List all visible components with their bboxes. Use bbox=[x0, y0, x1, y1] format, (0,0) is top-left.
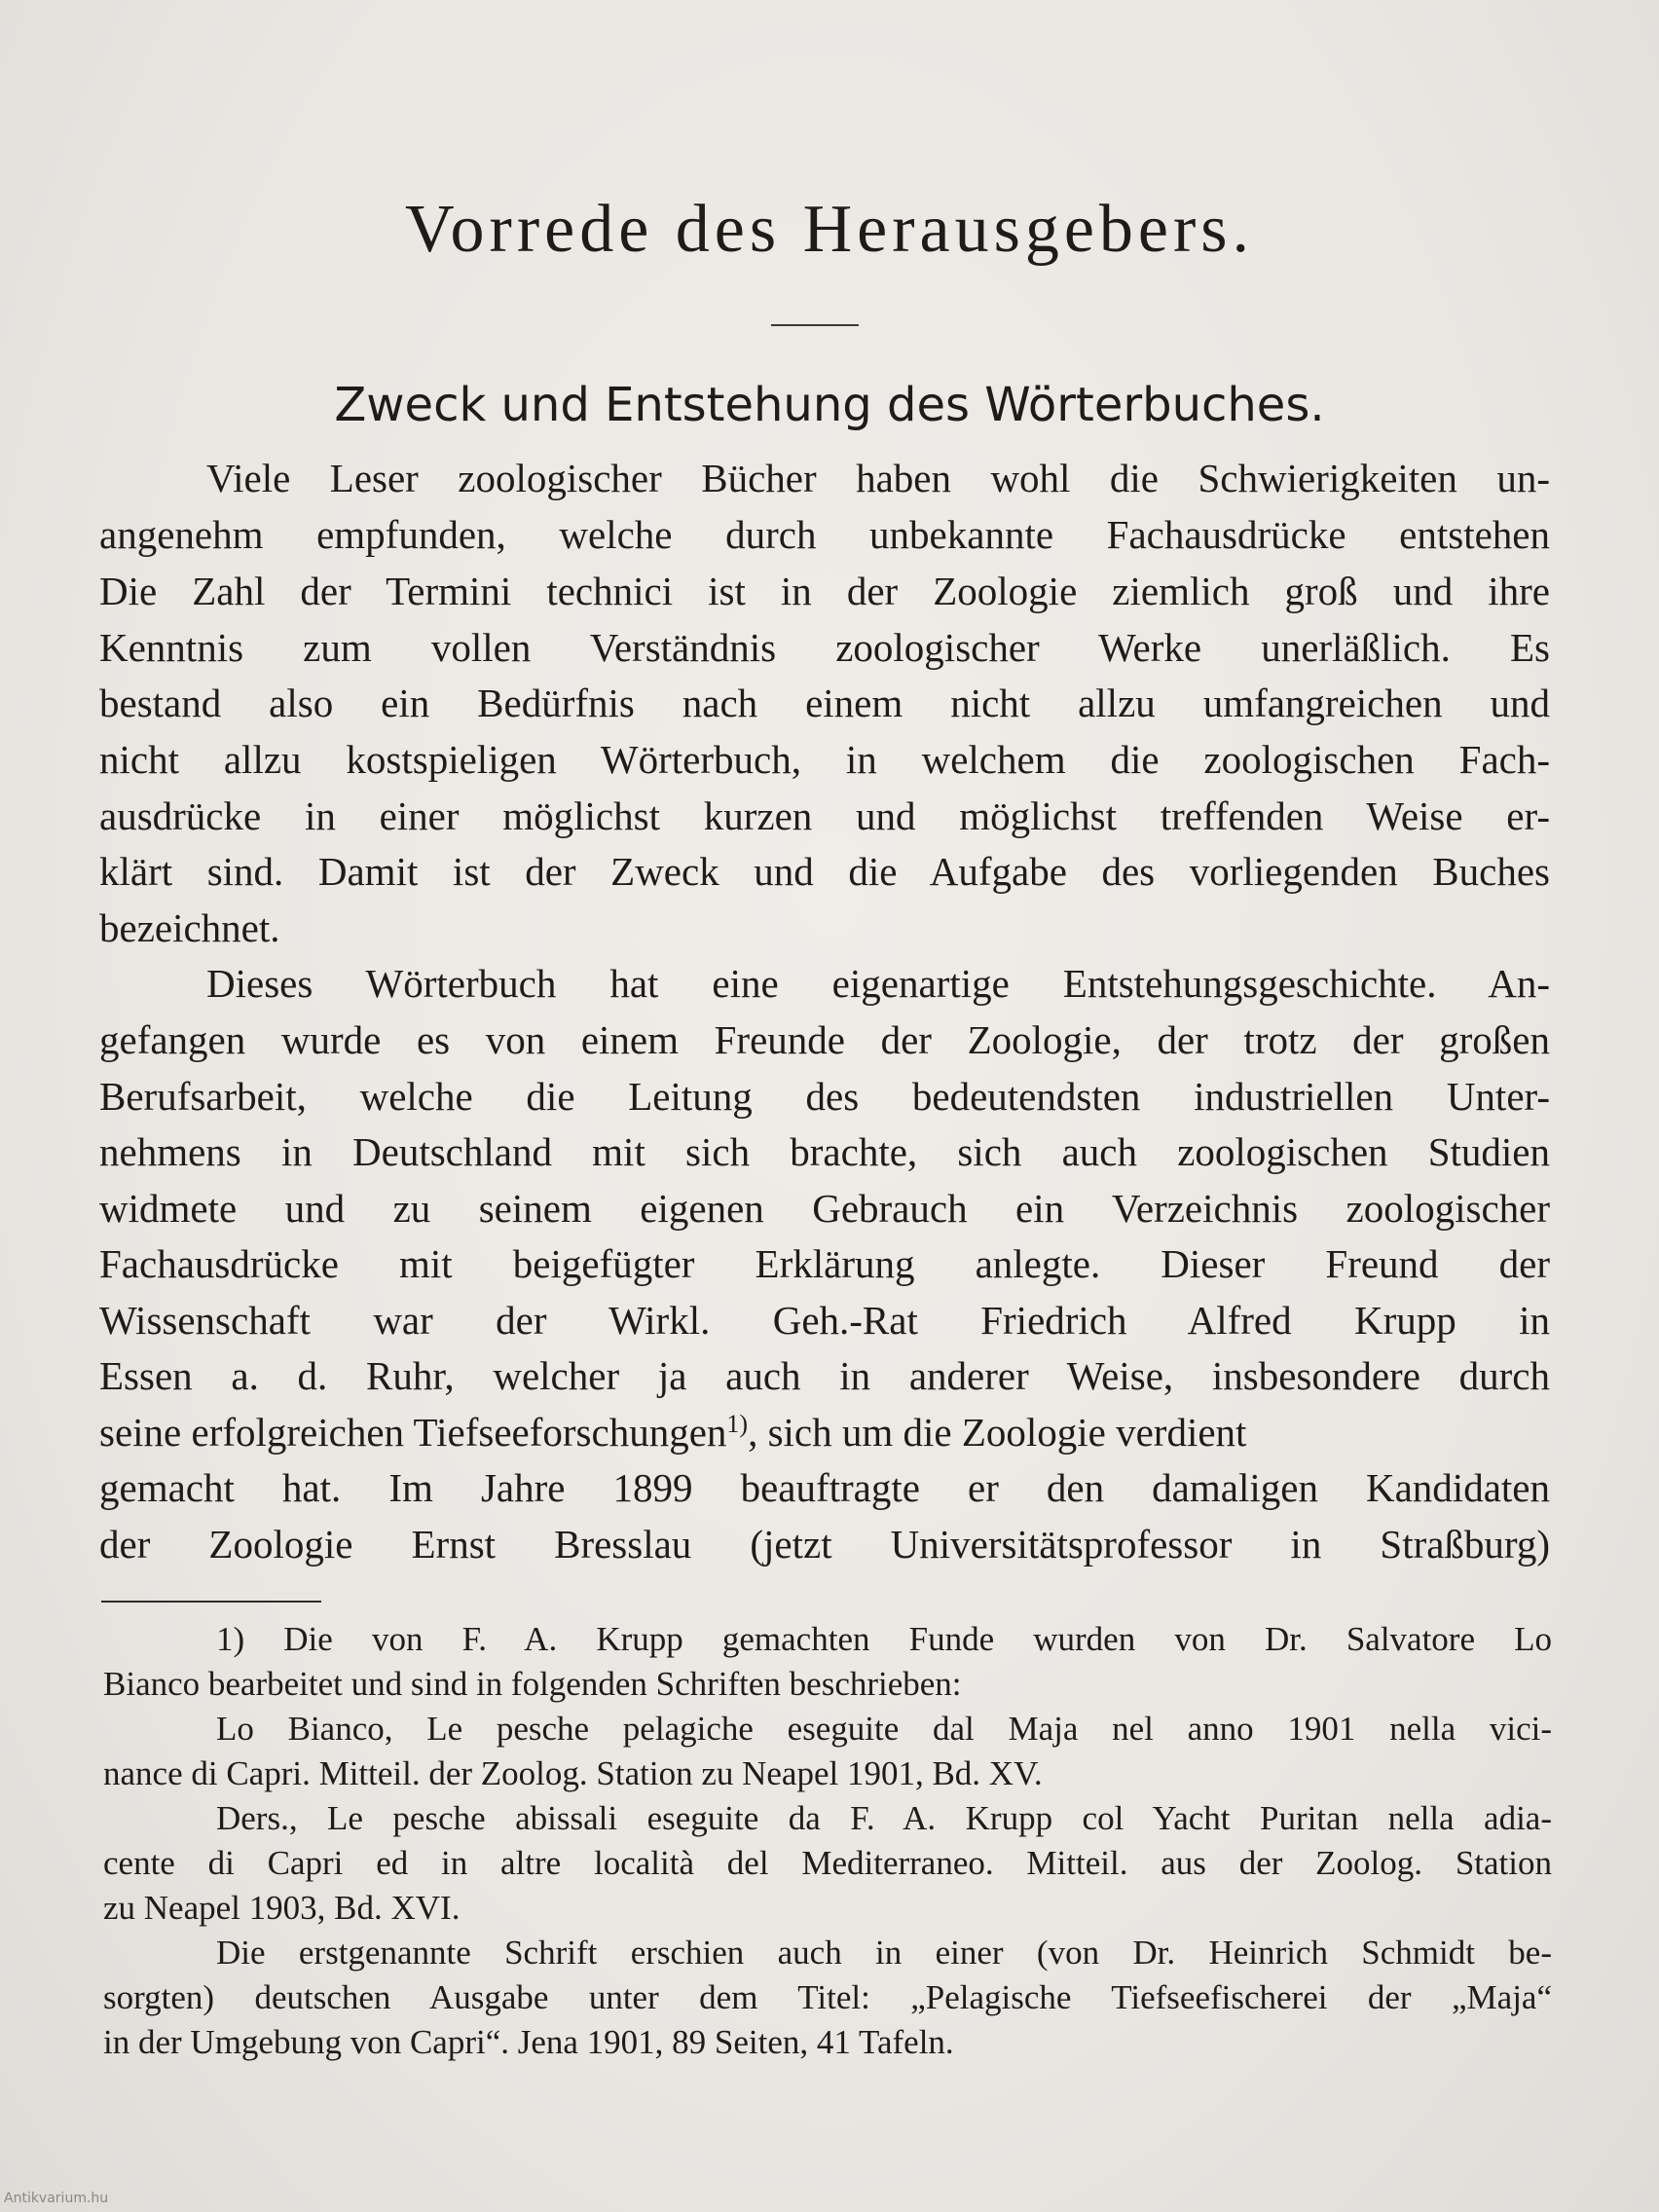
text-line: nehmens in Deutschland mit sich brachte, sich auch zoologischen Studien bbox=[99, 1129, 1550, 1174]
footnote-line: 1) Die von F. A. Krupp gemachten Funde wurden von Dr. Salvatore Lo bbox=[216, 1620, 1552, 1658]
page-title: Vorrede des Herausgebers. bbox=[404, 192, 1255, 267]
text-line: bestand also ein Bedürfnis nach einem nicht allzu umfangreichen und bbox=[99, 681, 1550, 725]
text-line: Essen a. d. Ruhr, welcher ja auch in anderer Weise, insbesondere durch bbox=[99, 1353, 1550, 1398]
section-heading: Zweck und Entstehung des Wörterbuches. bbox=[334, 378, 1325, 432]
text-line: Fachausdrücke mit beigefügter Erklärung anlegte. Dieser Freund der bbox=[99, 1241, 1550, 1286]
footnote-line: cente di Capri ed in altre località del Mediterraneo. Mitteil. aus der Zoolog. Station bbox=[103, 1844, 1552, 1882]
text-line: Dieses Wörterbuch hat eine eigenartige Entstehungsgeschichte. An- bbox=[206, 961, 1550, 1006]
text-segment: seine erfolgreichen Tiefseeforschungen bbox=[99, 1410, 727, 1455]
text-line: gemacht hat. Im Jahre 1899 beauftragte er den damaligen Kandidaten bbox=[99, 1465, 1550, 1510]
text-line: widmete und zu seinem eigenen Gebrauch ein Verzeichnis zoologischer bbox=[99, 1186, 1550, 1231]
footnote-line: sorgten) deutschen Ausgabe unter dem Titel: „Pelagische Tiefseefischerei der „Maja“ bbox=[103, 1978, 1552, 2016]
text-line: Viele Leser zoologischer Bücher haben wohl die Schwierigkeiten un- bbox=[206, 456, 1550, 500]
footnote-line: zu Neapel 1903, Bd. XVI. bbox=[103, 1889, 461, 1927]
footnote-line: Ders., Le pesche abissali eseguite da F. A. Krupp col Yacht Puritan nella adia- bbox=[216, 1799, 1552, 1837]
text-segment: , sich um die Zoologie verdient bbox=[748, 1410, 1247, 1455]
footnote-line: Lo Bianco, Le pesche pelagiche eseguite dal Maja nel anno 1901 nella vici- bbox=[216, 1710, 1552, 1748]
text-line: Die Zahl der Termini technici ist in der Zoologie ziemlich groß und ihre bbox=[99, 569, 1550, 613]
text-line: Berufsarbeit, welche die Leitung des bedeutendsten industriellen Unter- bbox=[99, 1074, 1550, 1119]
footnote-line: Die erstgenannte Schrift erschien auch in einer (von Dr. Heinrich Schmidt be- bbox=[216, 1934, 1552, 1972]
footnote-line: nance di Capri. Mitteil. der Zoolog. Station zu Neapel 1901, Bd. XV. bbox=[103, 1754, 1043, 1792]
text-line: angenehm empfunden, welche durch unbekannte Fachausdrücke entstehen bbox=[99, 512, 1550, 557]
footnote-line: in der Umgebung von Capri“. Jena 1901, 89 Seiten, 41 Tafeln. bbox=[103, 2023, 954, 2061]
title-divider bbox=[771, 324, 859, 326]
text-line: Wissenschaft war der Wirkl. Geh.-Rat Friedrich Alfred Krupp in bbox=[99, 1298, 1550, 1343]
text-line: ausdrücke in einer möglichst kurzen und möglichst treffenden Weise er- bbox=[99, 793, 1550, 838]
watermark: Antikvarium.hu bbox=[4, 2191, 109, 2206]
text-line: Kenntnis zum vollen Verständnis zoologischer Werke unerläßlich. Es bbox=[99, 625, 1550, 670]
text-line: der Zoologie Ernst Bresslau (jetzt Universitätsprofessor in Straßburg) bbox=[99, 1522, 1550, 1567]
text-line: klärt sind. Damit ist der Zweck und die Aufgabe des vorliegenden Buches bbox=[99, 849, 1550, 894]
text-line-with-footnote bbox=[99, 1404, 1550, 1460]
footnote-marker: 1) bbox=[726, 1410, 749, 1438]
text-line: nicht allzu kostspieligen Wörterbuch, in welchem die zoologischen Fach- bbox=[99, 737, 1550, 782]
footnote-divider bbox=[101, 1601, 321, 1603]
footnote-line: Bianco bearbeitet und sind in folgenden Schriften beschrieben: bbox=[103, 1665, 962, 1703]
text-line: gefangen wurde es von einem Freunde der Zoologie, der trotz der großen bbox=[99, 1017, 1550, 1062]
text-line: bezeichnet. bbox=[99, 905, 280, 950]
